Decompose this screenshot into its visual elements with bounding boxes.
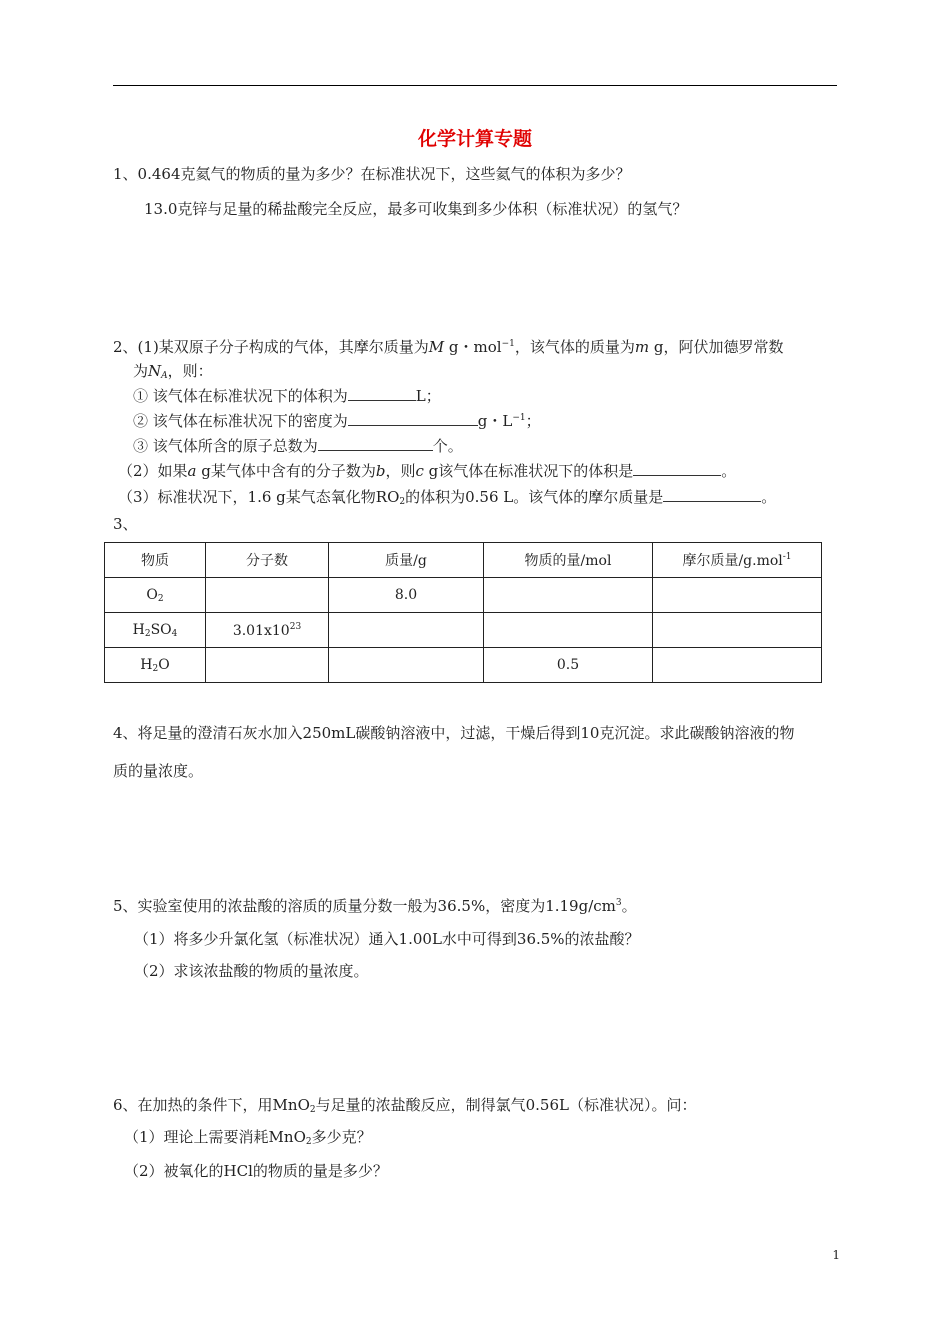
amount-cell[interactable]: 0.5 <box>484 648 653 683</box>
answer-blank[interactable] <box>633 461 721 476</box>
q4-line2: 质的量浓度。 <box>113 762 204 780</box>
amount-cell[interactable] <box>484 578 653 613</box>
q6-sub2: （2）被氧化的HCl的物质的量是多少？ <box>124 1162 388 1180</box>
amount-cell[interactable] <box>484 613 653 648</box>
substance-cell: $H_2O$ <box>105 648 206 683</box>
q5-line1: 5、实验室使用的浓盐酸的溶质的质量分数一般为36.5%，密度为$1.19g/cm^3$。 <box>113 897 637 915</box>
substance-cell: $H_2SO_4$ <box>105 613 206 648</box>
answer-blank[interactable] <box>348 386 416 401</box>
q6-line1: 6、在加热的条件下，用MnO$_2$与足量的浓盐酸反应，制得氯气0.56L（标准状况）。问： <box>113 1096 697 1115</box>
page-number: 1 <box>832 1248 840 1262</box>
mass-cell[interactable] <box>329 613 484 648</box>
table-header-row <box>105 543 822 578</box>
answer-blank[interactable] <box>348 411 478 426</box>
q2-sub2: ② 该气体在标准状况下的密度为 g・$L^{-1}$； <box>133 412 541 430</box>
header-cell: 摩尔质量/g.mol$^{-1}$ <box>653 543 822 578</box>
page-title: 化学计算专题 <box>417 128 532 150</box>
header-cell: 质量/g <box>329 543 484 578</box>
q2-part3: （3）标准状况下，1.6 g某气态氧化物$RO_2$的体积为0.56 L。该气体的摩尔质量是 。 <box>118 488 777 507</box>
q4-line1: 4、将足量的澄清石灰水加入250mL碳酸钠溶液中，过滤，干燥后得到10克沉淀。求此碳酸钠溶液的物 <box>113 724 795 742</box>
q3-table <box>104 542 822 683</box>
q5-sub2: （2）求该浓盐酸的物质的量浓度。 <box>134 962 369 980</box>
molar-mass-cell[interactable] <box>653 648 822 683</box>
q2-intro-cont: 为$N_A$，则： <box>133 362 213 381</box>
header-rule <box>113 85 837 86</box>
answer-blank[interactable] <box>318 436 433 451</box>
header-cell: 物质的量/mol <box>484 543 653 578</box>
table-row <box>105 648 822 683</box>
molecules-cell[interactable] <box>206 578 329 613</box>
header-cell: 分子数 <box>206 543 329 578</box>
q2-sub1: ① 该气体在标准状况下的体积为 L； <box>133 387 441 405</box>
answer-blank[interactable] <box>663 487 761 502</box>
table-row <box>105 578 822 613</box>
q2-part2: （2）如果a g某气体中含有的分子数为b，则c g该气体在标准状况下的体积是 。 <box>118 462 737 480</box>
q1-line1: 1、0.464克氦气的物质的量为多少？在标准状况下，这些氦气的体积为多少？ <box>113 165 631 183</box>
mass-cell[interactable] <box>329 648 484 683</box>
table-row <box>105 613 822 648</box>
q2-intro: 2、(1)某双原子分子构成的气体，其摩尔质量为M g・mol$^{-1}$，该气体的质量为m g，阿伏加德罗常数 <box>113 338 784 356</box>
molecules-cell[interactable]: $3.01x10^{23}$ <box>206 613 329 648</box>
molar-mass-cell[interactable] <box>653 578 822 613</box>
molecules-cell[interactable] <box>206 648 329 683</box>
q2-sub3: ③ 该气体所含的原子总数为 个。 <box>133 437 463 455</box>
q6-sub1: （1）理论上需要消耗MnO$_2$多少克？ <box>124 1128 372 1147</box>
q5-sub1: （1）将多少升氯化氢（标准状况）通入1.00L水中可得到36.5%的浓盐酸？ <box>134 930 640 948</box>
q1-line2: 13.0克锌与足量的稀盐酸完全反应，最多可收集到多少体积（标准状况）的氢气？ <box>144 200 688 218</box>
substance-cell: $O_2$ <box>105 578 206 613</box>
q3-label: 3、 <box>113 515 138 533</box>
mass-cell[interactable]: 8.0 <box>329 578 484 613</box>
molar-mass-cell[interactable] <box>653 613 822 648</box>
header-cell: 物质 <box>105 543 206 578</box>
